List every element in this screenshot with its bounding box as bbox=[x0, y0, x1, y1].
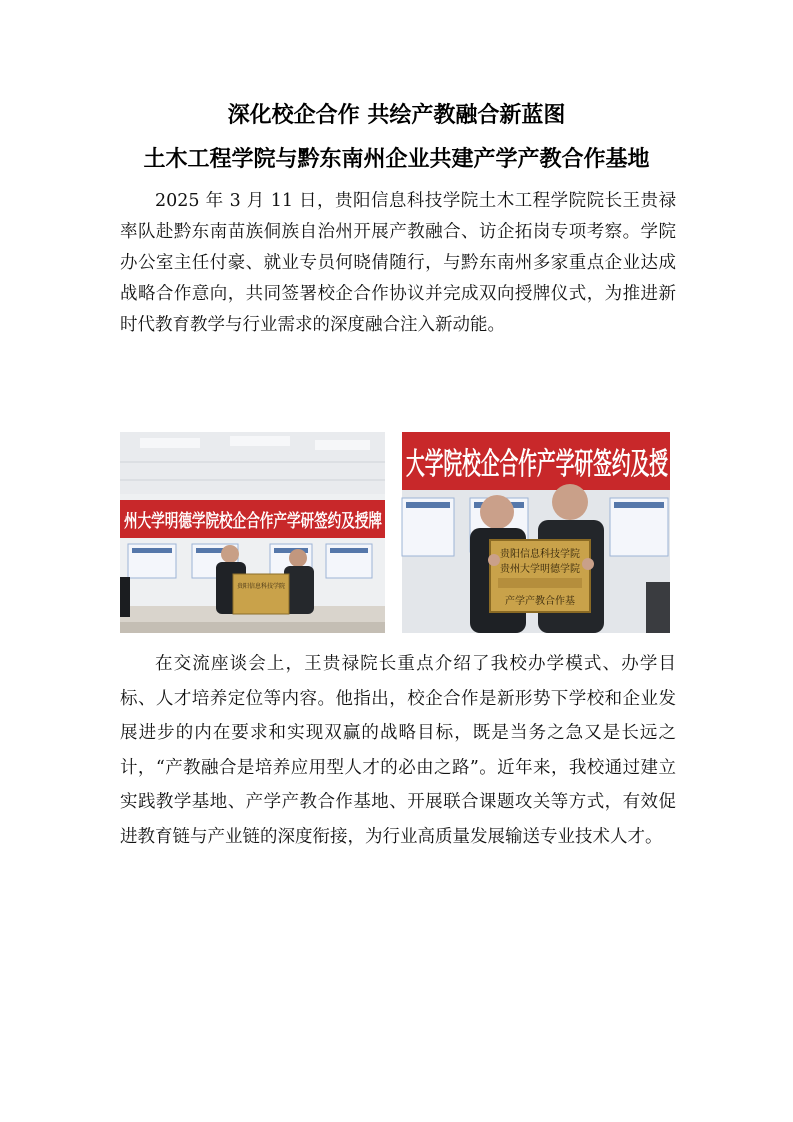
paragraph-intro: 2025 年 3 月 11 日，贵阳信息科技学院土木工程学院院长王贵禄率队赴黔东南苗族侗族自治州开展产教融合、访企拓岗专项考察。学院办公室主任付豪、就业专员何晓倩随行，与黔东南州多家重点企业达成战略合作意向，共同签署校企合作协议并完成双向授牌仪式，为推进新时代教育教学与行业需求的深度融合注入新动能。 bbox=[120, 191, 676, 335]
plaque-right-line3: 产学产教合作基 bbox=[505, 596, 575, 607]
plaque-right-line1: 贵阳信息科技学院 bbox=[500, 549, 580, 560]
article-title: 深化校企合作 共绘产教融合新蓝图 bbox=[227, 103, 566, 128]
photo-plaque-ceremony-left bbox=[120, 432, 466, 633]
photo-left-image bbox=[120, 432, 466, 633]
banner-left-text: 州大学明德学院校企合作产学研签约及授牌 bbox=[124, 511, 466, 532]
article-subtitle: 土木工程学院与黔东南州企业共建产学产教合作基地 bbox=[143, 147, 650, 172]
banner-right-text: 大学院校企合作产学研签约及授 bbox=[406, 447, 668, 482]
plaque-left bbox=[233, 574, 289, 614]
plaque-right-line2: 贵州大学明德学院 bbox=[500, 564, 580, 575]
photo-right-image bbox=[402, 432, 670, 633]
paragraph-meeting: 在交流座谈会上，王贵禄院长重点介绍了我校办学模式、办学目标、人才培养定位等内容。他指出，校企合作是新形势下学校和企业发展进步的内在要求和实现双赢的战略目标，既是当务之急又是长远之计，“产教融合是培养应用型人才的必由之路”。近年来，我校通过建立实践教学基地、产学产教合作基地、开展联合课题攻关等方式，有效促进教育链与产业链的深度衔接，为行业高质量发展输送专业技术人才。 bbox=[120, 654, 676, 847]
plaque-left-text: 贵阳信息科技学院 bbox=[236, 583, 286, 590]
photo-plaque-ceremony-right bbox=[402, 432, 670, 633]
